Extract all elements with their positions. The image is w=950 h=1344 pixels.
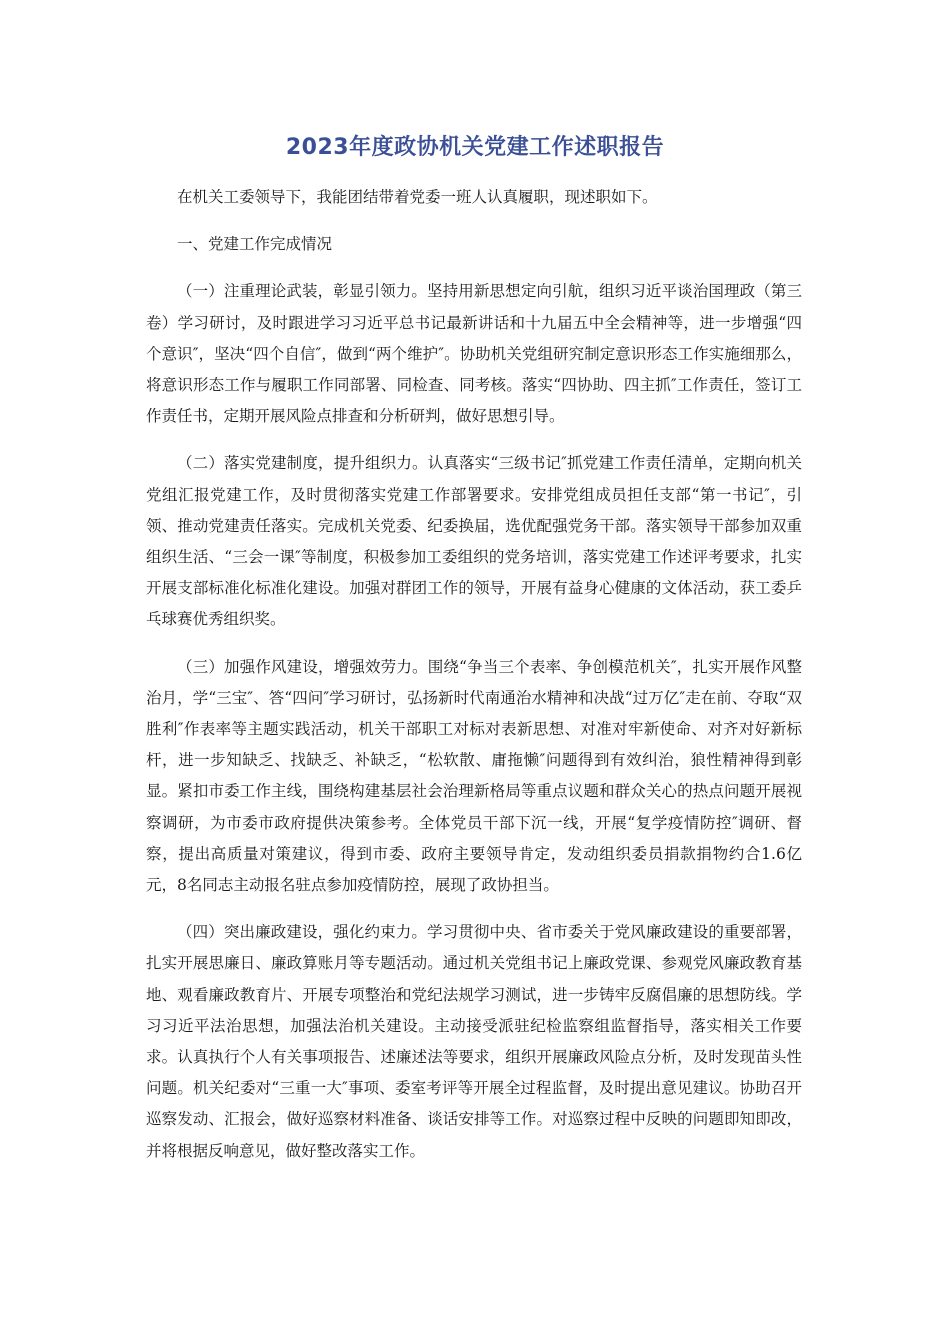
document-title: 2023年度政协机关党建工作述职报告 — [285, 135, 665, 160]
paragraph-theory: （一）注重理论武装，彰显引领力。坚持用新思想定向引航，组织习近平谈治国理政（第三卷）学习研讨，及时跟进学习习近平总书记最新讲话和十九届五中全会精神等，进一步增强“四个意识″，坚决“四个自信″，做到“两个维护″。协助机关党组研究制定意识形态工作实施细那么，将意识形态工作与履职工作同部署、同检查、同考核。落实“四协助、四主抓″工作责任，签订工作责任书，定期开展风险点排查和分析研判，做好思想引导。 — [146, 282, 802, 426]
intro-paragraph: 在机关工委领导下，我能团结带着党委一班人认真履职，现述职如下。 — [177, 188, 658, 206]
document-body — [146, 182, 802, 1183]
paragraph-style: （三）加强作风建设，增强效劳力。围绕“争当三个表率、争创模范机关″，扎实开展作风整治月，学“三宝″、答“四问″学习研讨，弘扬新时代南通治水精神和决战“过万亿″走在前、夺取“双胜利″作表率等主题实践活动，机关干部职工对标对表新思想、对准对牢新使命、对齐对好新标杆，进一步知缺乏、找缺乏、补缺乏，“松软散、庸拖懒″问题得到有效纠治，狼性精神得到彰显。紧扣市委工作主线，围绕构建基层社会治理新格局等重点议题和群众关心的热点问题开展视察调研，为市委市政府提供决策参考。全体党员干部下沉一线，开展“复学疫情防控″调研、督察，提出高质量对策建议，得到市委、政府主要领导肯定，发动组织委员捐款捐物约合1.6亿元，8名同志主动报名驻点参加疫情防控，展现了政协担当。 — [146, 657, 802, 895]
paragraph-system: （二）落实党建制度，提升组织力。认真落实“三级书记″抓党建工作责任清单，定期向机关党组汇报党建工作，及时贯彻落实党建工作部署要求。安排党组成员担任支部“第一书记″，引领、推动党建责任落实。完成机关党委、纪委换届，选优配强党务干部。落实领导干部参加双重组织生活、“三会一课″等制度，积极参加工委组织的党务培训，落实党建工作述评考要求，扎实开展支部标准化标准化建设。加强对群团工作的领导，开展有益身心健康的文体活动，获工委乒乓球赛优秀组织奖。 — [146, 454, 802, 629]
section-heading: 一、党建工作完成情况 — [177, 235, 333, 254]
paragraph-integrity: （四）突出廉政建设，强化约束力。学习贯彻中央、省市委关于党风廉政建设的重要部署，扎实开展思廉日、廉政算账月等专题活动。通过机关党组书记上廉政党课、参观党风廉政教育基地、观看廉政教育片、开展专项整治和党纪法规学习测试，进一步铸牢反腐倡廉的思想防线。学习习近平法治思想，加强法治机关建设。主动接受派驻纪检监察组监督指导，落实相关工作要求。认真执行个人有关事项报告、述廉述法等要求，组织开展廉政风险点分析，及时发现苗头性问题。机关纪委对“三重一大″事项、委室考评等开展全过程监督，及时提出意见建议。协助召开巡察发动、汇报会，做好巡察材料准备、谈话安排等工作。对巡察过程中反映的问题即知即改，并将根据反响意见，做好整改落实工作。 — [146, 923, 802, 1160]
